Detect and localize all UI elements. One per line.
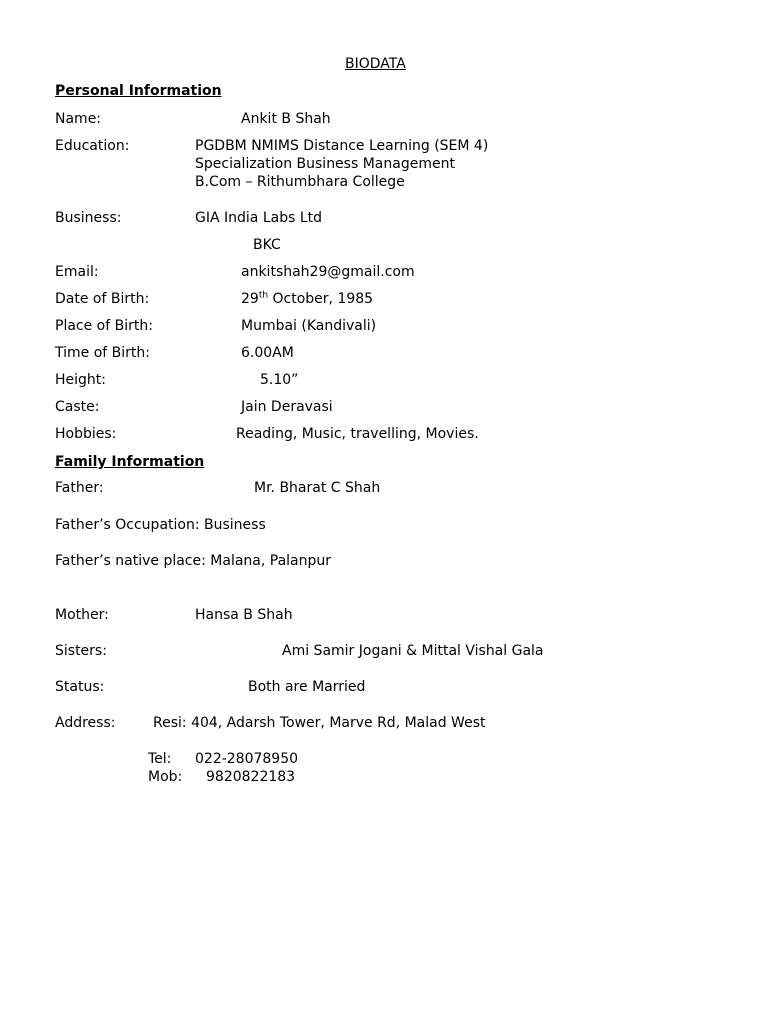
- caste-label: Caste:: [55, 399, 100, 415]
- address-value: Resi: 404, Adarsh Tower, Marve Rd, Malad West: [153, 715, 486, 731]
- business-label: Business:: [55, 210, 122, 226]
- education-line-1: PGDBM NMIMS Distance Learning (SEM 4): [195, 138, 489, 154]
- tob-label: Time of Birth:: [55, 345, 150, 361]
- dob-suffix: th: [258, 290, 269, 301]
- sisters-label: Sisters:: [55, 643, 107, 659]
- dob-label: Date of Birth:: [55, 291, 150, 307]
- father-value: Mr. Bharat C Shah: [254, 480, 381, 496]
- tob-value: 6.00AM: [241, 345, 294, 361]
- dob-day: 29: [241, 291, 259, 307]
- mother-value: Hansa B Shah: [195, 607, 293, 623]
- education-line-3: B.Com – Rithumbhara College: [195, 174, 405, 190]
- height-label: Height:: [55, 372, 106, 388]
- caste-value: Jain Deravasi: [241, 399, 333, 415]
- father-native-place: Father’s native place: Malana, Palanpur: [55, 553, 332, 569]
- height-value: 5.10”: [260, 372, 299, 388]
- email-value: ankitshah29@gmail.com: [241, 264, 415, 280]
- father-label: Father:: [55, 480, 104, 496]
- father-occupation: Father’s Occupation: Business: [55, 517, 266, 533]
- mob-label: Mob:: [148, 769, 183, 785]
- status-value: Both are Married: [248, 679, 366, 695]
- mother-label: Mother:: [55, 607, 109, 623]
- name-label: Name:: [55, 111, 102, 127]
- document-title: BIODATA: [345, 56, 406, 72]
- name-value: Ankit B Shah: [241, 111, 331, 127]
- education-line-2: Specialization Business Management: [195, 156, 455, 172]
- pob-label: Place of Birth:: [55, 318, 153, 334]
- hobbies-value: Reading, Music, travelling, Movies.: [236, 426, 479, 442]
- mob-value: 9820822183: [206, 769, 296, 785]
- address-label: Address:: [55, 715, 116, 731]
- dob-value: [241, 290, 373, 308]
- business-location: BKC: [253, 237, 281, 253]
- email-label: Email:: [55, 264, 99, 280]
- tel-label: Tel:: [148, 751, 172, 767]
- personal-information-heading: Personal Information: [55, 83, 222, 99]
- sisters-value: Ami Samir Jogani & Mittal Vishal Gala: [282, 643, 544, 659]
- tel-value: 022-28078950: [195, 751, 299, 767]
- dob-month-year: October, 1985: [268, 291, 374, 307]
- pob-value: Mumbai (Kandivali): [241, 318, 377, 334]
- business-value: GIA India Labs Ltd: [195, 210, 322, 226]
- status-label: Status:: [55, 679, 105, 695]
- education-label: Education:: [55, 138, 130, 154]
- family-information-heading: Family Information: [55, 454, 205, 470]
- hobbies-label: Hobbies:: [55, 426, 117, 442]
